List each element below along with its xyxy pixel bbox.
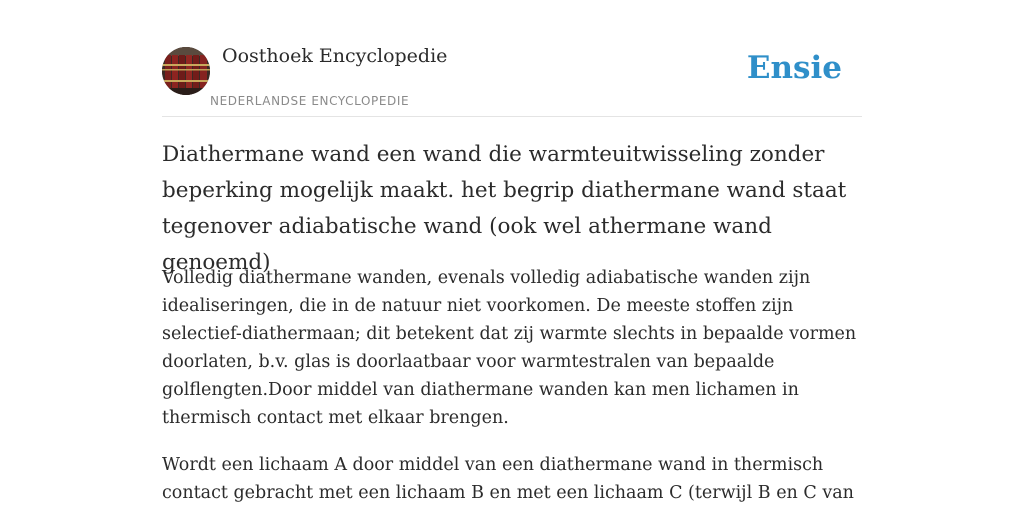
article-paragraph: Volledig diathermane wanden, evenals volledig adiabatische wanden zijn idealiseringen, die in de natuur niet voorkomen. De meeste stoffen zijn selectief-diathermaan; dit betekent dat zij warmte slechts in bepaalde vormen doorlaten, b.v. glas is doorlaatbaar voor warmtestralen van bepaalde golflengten.Door middel van diathermane wanden kan men lichamen in thermisch contact met elkaar brengen. [162,268,857,428]
ensie-logo[interactable]: Ensie [746,50,842,86]
source-header [162,40,862,117]
source-title[interactable]: Oosthoek Encyclopedie [222,45,448,67]
encyclopedia-books-icon [162,47,210,95]
article-paragraph: Wordt een lichaam A door middel van een diathermane wand in thermisch contact gebracht met een lichaam B en met een lichaam C (terwijl B en C van [162,455,854,503]
article-title: Diathermane wand een wand die warmteuitwisseling zonder beperking mogelijk maakt. het begrip diathermane wand staat tegenover adiabatische wand (ook wel athermane wand genoemd) [162,142,847,275]
source-avatar[interactable] [162,47,210,95]
source-subtitle: NEDERLANDSE ENCYCLOPEDIE [210,94,410,108]
